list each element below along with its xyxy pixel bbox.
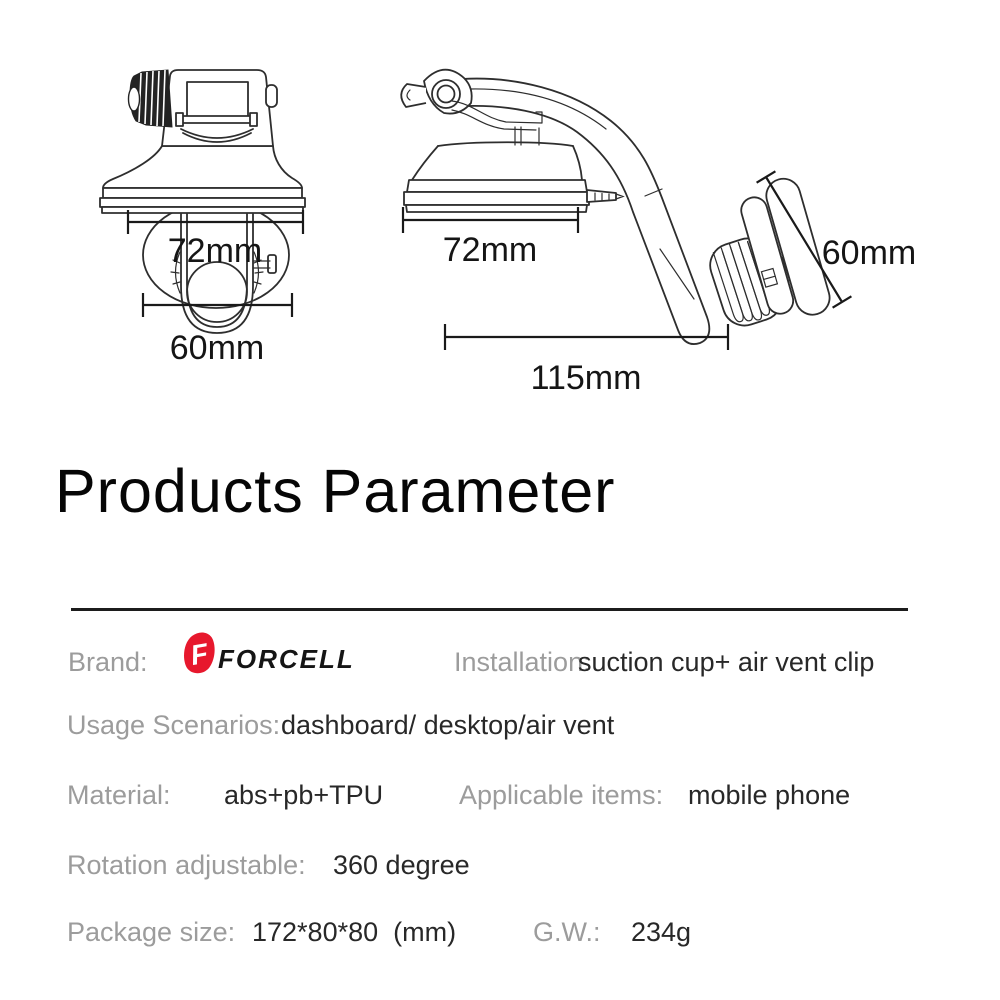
applicable-items-value: mobile phone (688, 780, 851, 810)
rotation-label: Rotation adjustable: (67, 850, 306, 880)
side-length-label: 115mm (530, 359, 642, 397)
installation-value: suction cup+ air vent clip (578, 647, 875, 677)
logo-letter: F (188, 637, 211, 672)
package-size-label: Package size: (67, 917, 236, 947)
rotation-value: 360 degree (333, 850, 470, 880)
applicable-items-label: Applicable items: (459, 780, 664, 810)
gross-weight-value: 234g (631, 917, 692, 947)
usage-scenarios-value: dashboard/ desktop/air vent (281, 710, 615, 740)
forcell-logo (182, 630, 372, 684)
logo-wordmark: FORCELL (218, 644, 355, 674)
material-label: Material: (67, 780, 171, 810)
package-size-value: 172*80*80 (mm) (252, 917, 457, 947)
gross-weight-label: G.W.: (533, 917, 601, 947)
installation-label: Installation: (454, 647, 591, 677)
side-view-drawing (401, 70, 916, 397)
side-base-width-label: 72mm (442, 231, 538, 269)
section-divider (71, 608, 908, 611)
brand-label: Brand: (68, 647, 148, 677)
page-title: Products Parameter (55, 457, 616, 525)
usage-scenarios-label: Usage Scenarios: (67, 710, 281, 740)
dimension-side-base-width (403, 207, 578, 269)
front-cup-width-label: 60mm (169, 329, 265, 367)
knob-front (129, 70, 173, 127)
front-view-drawing (100, 70, 305, 367)
front-width-label: 72mm (167, 232, 263, 270)
material-value: abs+pb+TPU (224, 780, 384, 810)
side-head-diameter-label: 60mm (821, 234, 917, 272)
product-diagram (0, 0, 1000, 440)
dimension-front-cup-width (143, 293, 292, 367)
